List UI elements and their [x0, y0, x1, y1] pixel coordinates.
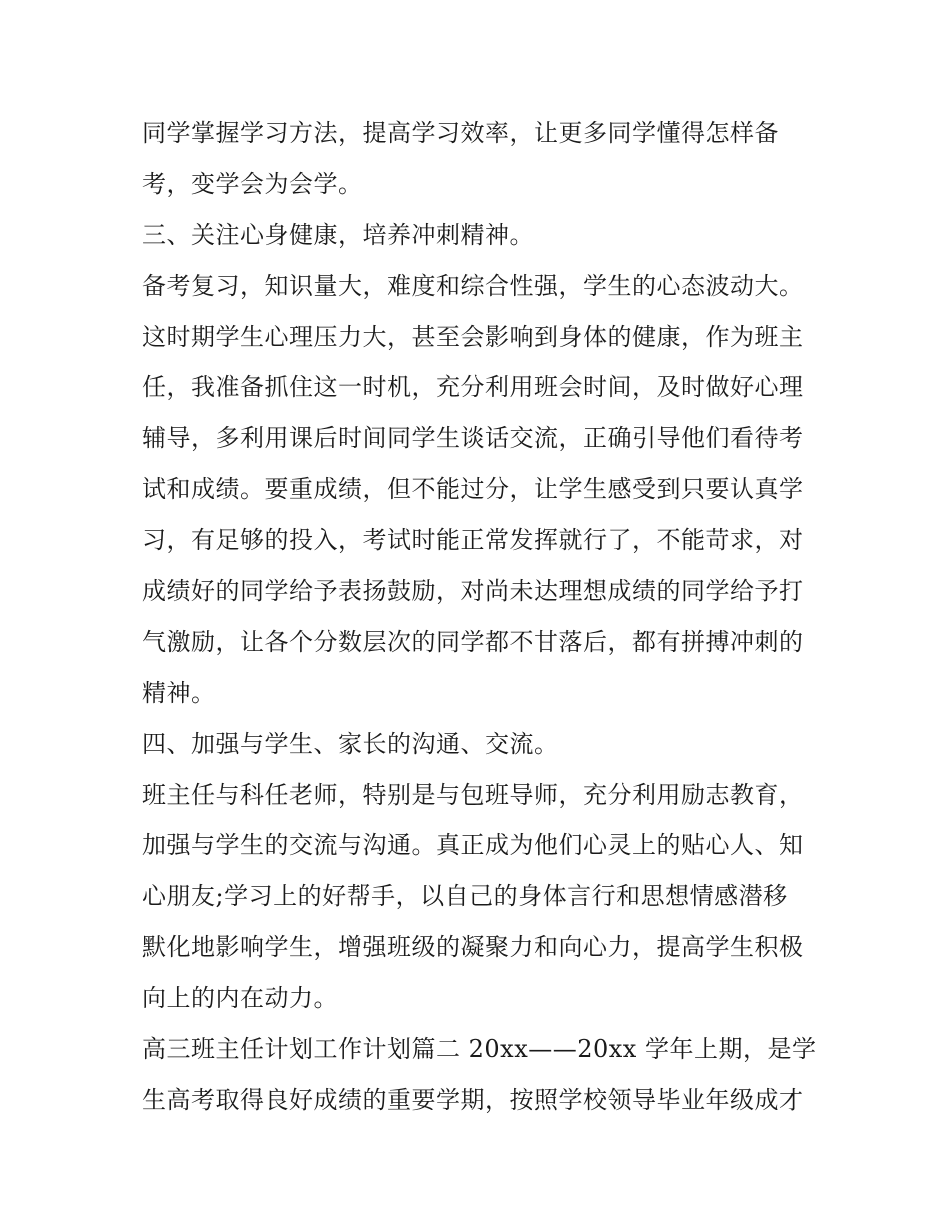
paragraph-line: 心朋友;学习上的好帮手，以自己的身体言行和思想情感潜移: [142, 882, 788, 911]
paragraph-line: 备考复习，知识量大，难度和综合性强，学生的心态波动大。: [142, 271, 804, 300]
paragraph-line: 习，有足够的投入，考试时能正常发挥就行了，不能苛求，对: [142, 526, 804, 555]
paragraph-line: 同学掌握学习方法，提高学习效率，让更多同学懂得怎样备: [142, 119, 779, 147]
paragraph-line: 试和成绩。要重成绩，但不能过分，让学生感受到只要认真学: [142, 475, 804, 504]
paragraph-line: 气激励，让各个分数层次的同学都不甘落后，都有拼搏冲刺的: [142, 627, 804, 656]
paragraph-line: 加强与学生的交流与沟通。真正成为他们心灵上的贴心人、知: [142, 831, 804, 860]
paragraph-line: 辅导，多利用课后时间同学生谈话交流，正确引导他们看待考: [142, 424, 804, 453]
document-body: [142, 108, 822, 1126]
paragraph-line: 班主任与科任老师，特别是与包班导师，充分利用励志教育，: [142, 780, 804, 809]
section-heading: 四、加强与学生、家长的沟通、交流。: [142, 729, 559, 758]
paragraph-line: 成绩好的同学给予表扬鼓励，对尚未达理想成绩的同学给予打: [142, 577, 804, 606]
section-heading: 三、关注心身健康，培养冲刺精神。: [142, 220, 534, 249]
paragraph-line: 任，我准备抓住这一时机，充分利用班会时间，及时做好心理: [142, 373, 804, 402]
paragraph-line: 向上的内在动力。: [142, 984, 338, 1013]
paragraph-line: 生高考取得良好成绩的重要学期，按照学校领导毕业年级成才: [142, 1085, 804, 1114]
paragraph-line: 考，变学会为会学。: [142, 169, 363, 198]
paragraph-line: 高三班主任计划工作计划篇二 20xx——20xx 学年上期，是学: [142, 1035, 817, 1064]
paragraph-line: 这时期学生心理压力大，甚至会影响到身体的健康，作为班主: [142, 322, 804, 351]
paragraph-line: 默化地影响学生，增强班级的凝聚力和向心力，提高学生积极: [142, 933, 804, 962]
paragraph-line: 精神。: [142, 678, 216, 707]
